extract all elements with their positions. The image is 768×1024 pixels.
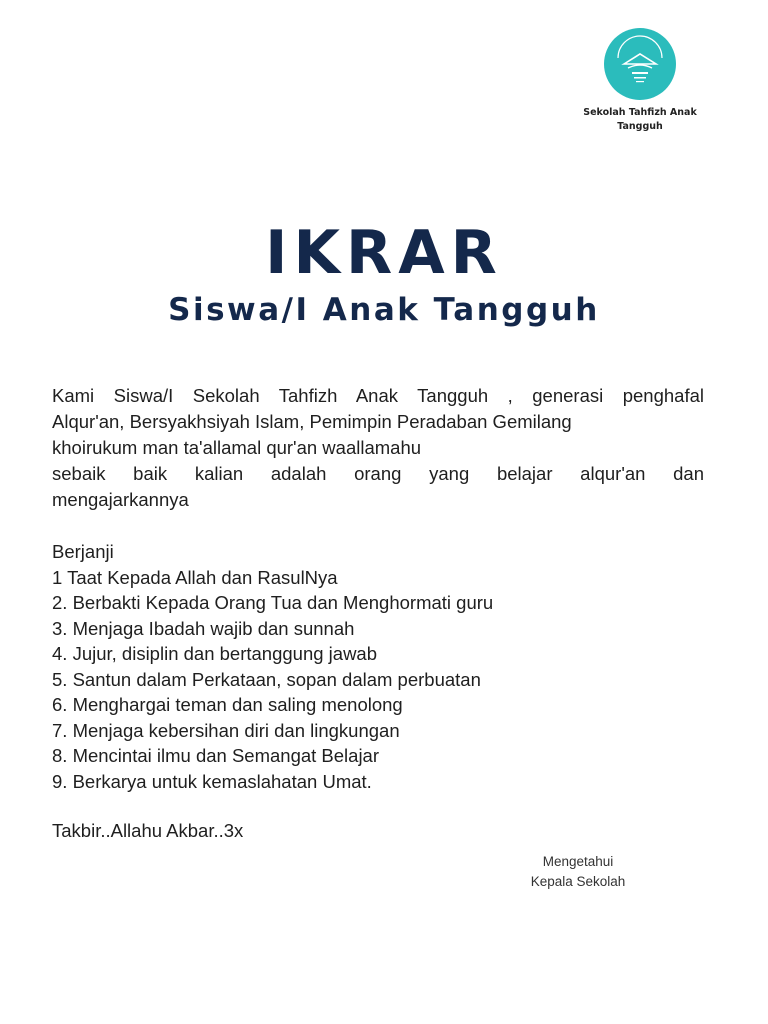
- school-logo-block: [580, 28, 700, 134]
- promise-section: [52, 539, 712, 794]
- promise-item: 7. Menjaga kebersihan diri dan lingkungan: [52, 719, 400, 741]
- intro-line: Kami Siswa/I Sekolah Tahfizh Anak Tangguh , generasi penghafal: [52, 385, 704, 406]
- intro-line: Alqur'an, Bersyakhsiyah Islam, Pemimpin Peradaban Gemilang: [52, 411, 572, 432]
- promise-item: 4. Jujur, disiplin dan bertanggung jawab: [52, 643, 378, 664]
- promise-heading: Berjanji: [52, 541, 114, 562]
- intro-line: khoirukum man ta'allamal qur'an waallamahu: [52, 437, 422, 458]
- school-name-caption: [580, 106, 700, 134]
- school-logo-icon: [604, 28, 676, 100]
- promise-list: [52, 565, 712, 795]
- promise-item: 6. Menghargai teman dan saling menolong: [52, 694, 403, 715]
- document-title: IKRAR: [265, 218, 503, 288]
- school-name-line2: Tangguh: [617, 121, 663, 132]
- document-subtitle: Siswa/I Anak Tangguh: [168, 292, 600, 328]
- promise-item: 1 Taat Kepada Allah dan RasulNya: [52, 566, 338, 588]
- promise-item: 9. Berkarya untuk kemaslahatan Umat.: [52, 770, 372, 792]
- signature-block: [505, 852, 651, 892]
- intro-paragraph: [52, 383, 704, 513]
- closing-takbir: Takbir..Allahu Akbar..3x: [52, 820, 244, 841]
- sign-acknowledged: Mengetahui: [542, 854, 614, 869]
- promise-item: 8. Mencintai ilmu dan Semangat Belajar: [52, 745, 380, 766]
- promise-item: 2. Berbakti Kepada Orang Tua dan Menghormati guru: [52, 592, 494, 613]
- promise-item: 5. Santun dalam Perkataan, sopan dalam perbuatan: [52, 668, 481, 690]
- school-name-line1: Sekolah Tahfizh Anak: [583, 107, 697, 118]
- intro-line: sebaik baik kalian adalah orang yang belajar alqur'an dan: [52, 463, 704, 484]
- promise-item: 3. Menjaga Ibadah wajib dan sunnah: [52, 617, 355, 639]
- intro-line: mengajarkannya: [52, 489, 189, 510]
- sign-principal: Kepala Sekolah: [530, 874, 626, 889]
